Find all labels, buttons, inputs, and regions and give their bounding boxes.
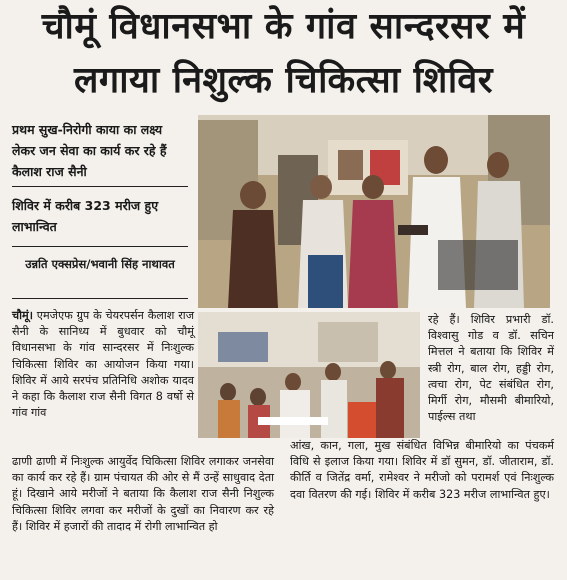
article-column-1-text: एमजेएफ ग्रुप के चेयरपर्सन कैलाश राज सैनी के सानिध्य में बुधवार को चौमूं विधानसभा के गांव सान्दरसर में निःशुल्क चिकित्सा शिविर का आयोजन किया गया। शिविर में आये सरपंच प्रतिनिधि अशोक यादव ने कहा कि कैलाश राज सैनी विगत 8 वर्षो से गांव गांव (12, 309, 194, 420)
headline-line-1: चौमूं विधानसभा के गांव सान्दरसर में (41, 6, 526, 47)
news-photo-felicitation (198, 115, 550, 308)
article-column-2-continued: आंख, कान, गला, मुख संबंधित विभिन्न बीमारियो का पंचकर्म विधि से इलाज किया गया। शिविर में डॉ सुमन, डॉ. जीताराम, डॉ. कीर्ति व जितेंद्र वर्मा, रामेश्वर ने मरीजो को परामर्श एवं निःशुल्क दवा वितरण की गई। शिविर में करीब 323 मरीज लाभान्वित हुए। (290, 439, 554, 501)
divider (12, 186, 188, 187)
deck-primary: प्रथम सुख-निरोगी काया का लक्ष्य लेकर जन सेवा का कार्य कर रहे हैं कैलाश राज सैनी (12, 122, 167, 179)
article-column-3: रहे हैं। शिविर प्रभारी डॉ. विश्वासु गोड व डॉ. सचिन मित्तल ने बताया कि शिविर में स्त्री रोग, बाल रोग, हड्डी रोग, त्वचा रोग, पेट संबंधित रोग, मिर्गी रोग, मौसमी बीमारियो, पाईल्स तथा (428, 313, 554, 424)
photo-camp-image (198, 312, 420, 438)
divider (12, 246, 188, 247)
divider (12, 298, 188, 299)
article-column-1-continued: ढाणी ढाणी में निःशुल्क आयुर्वेद चिकित्सा शिविर लगाकर जनसेवा का कार्य कर रहे हैं। ग्राम पंचायत की ओर से मैं उन्हें साधुवाद देता हूं। दिखाने आये मरीजों ने बताया कि कैलाश राज सैनी निशुल्क चिकित्सा शिविर लगवा कर मरीजों के दुखों का निवारण कर रहे हैं। शिविर में हजारों की तादाद में रोगी लाभान्वित हो (12, 455, 274, 533)
deck-secondary: शिविर में करीब 323 मरीज हुए लाभान्वित (12, 198, 159, 234)
article-dateline: चौमूं। (12, 309, 33, 322)
article-column-1 (12, 308, 194, 421)
byline: उन्नति एक्सप्रेस/भवानी सिंह नाथावत (25, 257, 175, 271)
headline (0, 0, 567, 112)
news-photo-camp (198, 312, 420, 438)
headline-line-2: लगाया निशुल्क चिकित्सा शिविर (74, 60, 493, 101)
photo-felicitation-image (198, 115, 550, 308)
